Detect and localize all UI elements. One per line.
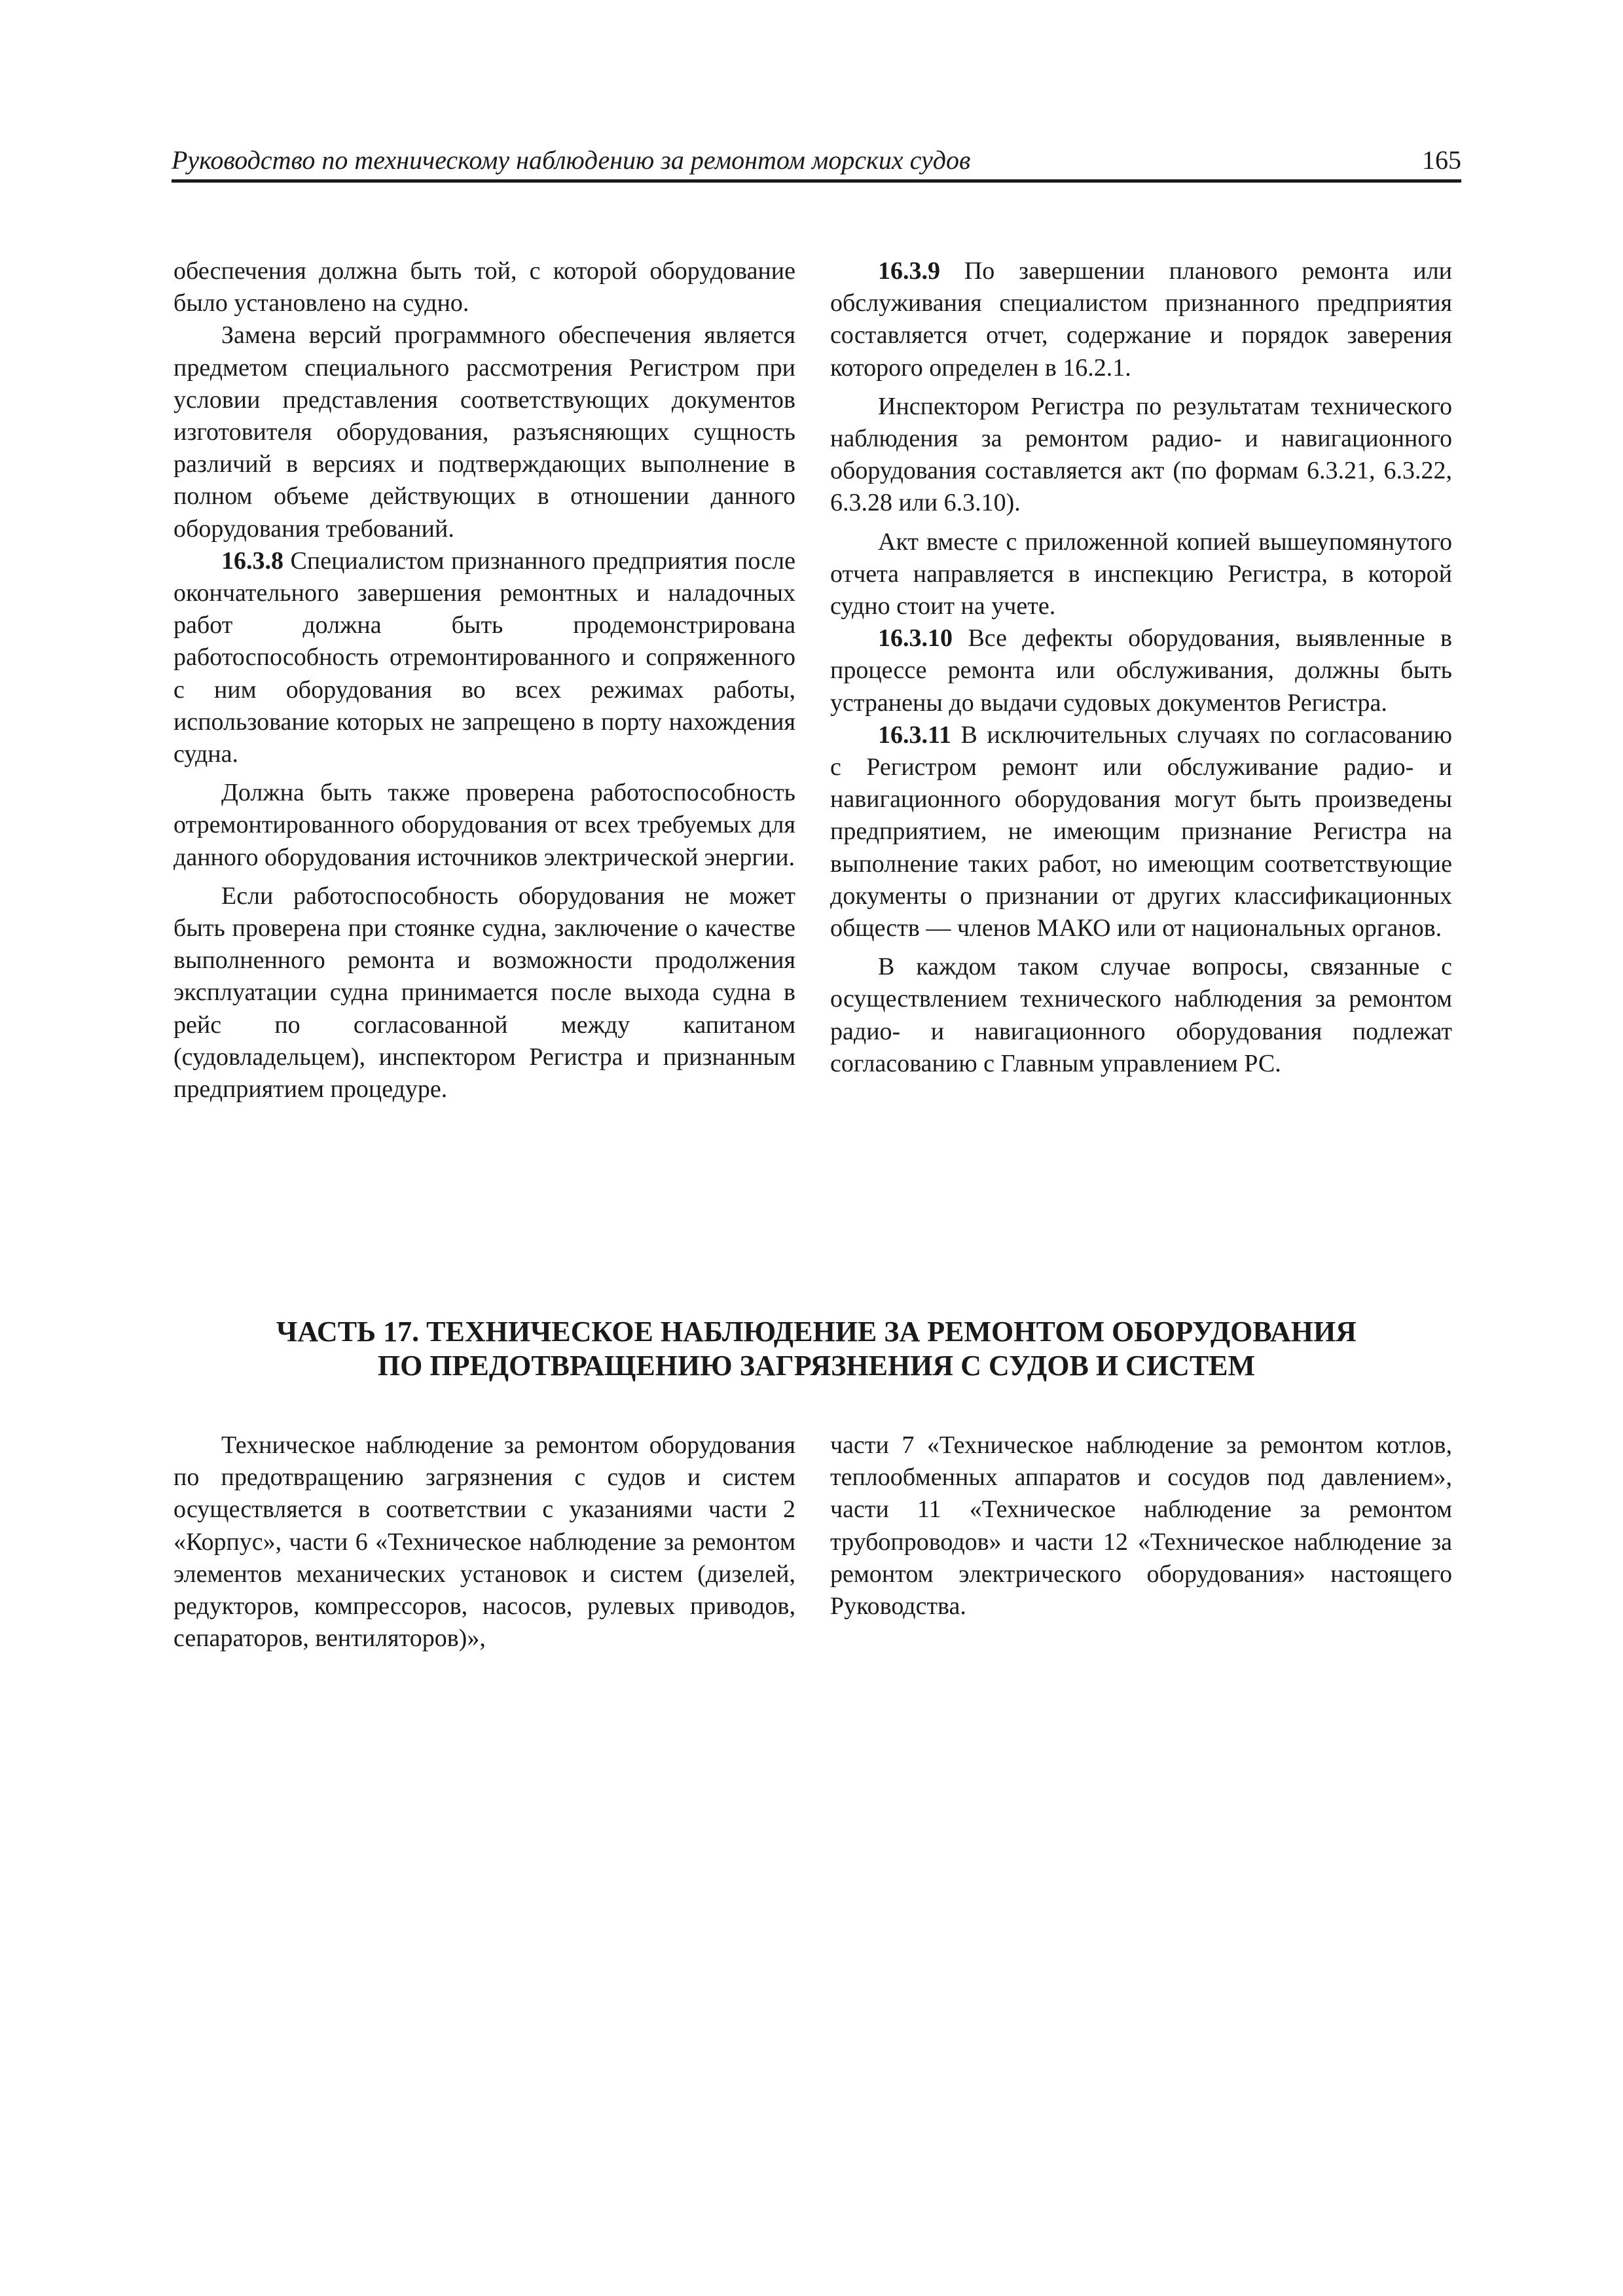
- running-header-title: Руководство по техническому наблюдению за ремонтом морских судов: [172, 145, 971, 175]
- clause-number: 16.3.8: [221, 547, 283, 575]
- paragraph: Замена версий программного обеспечения является предметом специального рассмотрения Регистром при условии представления соответствующих документов изготовителя оборудования, разъясняющих сущность различий в версиях и подтверждающих выполнение в полном объеме действующих в отношении данного оборудования требований.: [173, 321, 795, 543]
- paragraph: Инспектором Регистра по результатам технического наблюдения за ремонтом радио- и навигационного оборудования составляется акт (по формам 6.3.21, 6.3.22, 6.3.28 или 6.3.10).: [830, 392, 1452, 517]
- paragraph: В каждом таком случае вопросы, связанные с осуществлением технического наблюдения за ремонтом радио- и навигационного оборудования подлежат согласованию с Главным управлением РС.: [830, 953, 1452, 1077]
- clause-number: 16.3.10: [878, 624, 953, 653]
- paragraph: Техническое наблюдение за ремонтом оборудования по предотвращению загрязнения с судов и систем осуществляется в соответствии с указаниями части 2 «Корпус», части 6 «Техническое наблюдение за ремонтом элементов механических установок и систем (дизелей, редукторов, компрессоров, насосов, рулевых приводов, сепараторов, вентиляторов)»,: [173, 1431, 795, 1653]
- paragraph: обеспечения должна быть той, с которой оборудование было установлено на судно.: [173, 257, 795, 317]
- heading-line: ЧАСТЬ 17. ТЕХНИЧЕСКОЕ НАБЛЮДЕНИЕ ЗА РЕМОНТОМ ОБОРУДОВАНИЯ: [276, 1315, 1357, 1348]
- heading-line: ПО ПРЕДОТВРАЩЕНИЮ ЗАГРЯЗНЕНИЯ С СУДОВ И СИСТЕМ: [377, 1349, 1256, 1382]
- paragraph-16-3-11: [830, 719, 1452, 944]
- left-column-part-17: [173, 1429, 795, 1655]
- paragraph: Акт вместе с приложенной копией вышеупомянутого отчета направляется в инспекцию Регистра, в которой судно стоит на учете.: [830, 528, 1452, 620]
- page-number: 165: [1422, 145, 1461, 175]
- right-column-part-17: [830, 1429, 1452, 1623]
- paragraph: Должна быть также проверена работоспособность отремонтированного оборудования от всех требуемых для данного оборудования источников электрической энергии.: [173, 779, 795, 871]
- paragraph-text: По завершении планового ремонта или обслуживания специалистом признанного предприятия составляется отчет, содержание и порядок заверения которого определен в 16.2.1.: [830, 257, 1452, 382]
- clause-number: 16.3.11: [878, 721, 951, 749]
- paragraph-text: Специалистом признанного предприятия после окончательного завершения ремонтных и наладочных работ должна быть продемонстрирована работоспособность отремонтированного и сопряженного с ним оборудования во всех режимах работы, использование которых не запрещено в порту нахождения судна.: [173, 547, 795, 768]
- paragraph: Если работоспособность оборудования не может быть проверена при стоянке судна, заключение о качестве выполненного ремонта и возможности продолжения эксплуатации судна принимается после выхода судна в рейс по согласованной между капитаном (судовладельцем), инспектором Регистра и признанным предприятием процедуре.: [173, 882, 795, 1103]
- paragraph: части 7 «Техническое наблюдение за ремонтом котлов, теплообменных аппаратов и сосудов под давлением», части 11 «Техническое наблюдение за ремонтом трубопроводов» и части 12 «Техническое наблюдение за ремонтом электрического оборудования» настоящего Руководства.: [830, 1431, 1452, 1621]
- right-column-section-16: [830, 255, 1452, 1080]
- paragraph-16-3-9: [830, 255, 1452, 384]
- paragraph-text: Все дефекты оборудования, выявленные в процессе ремонта или обслуживания, должны быть устранены до выдачи судовых документов Регистра.: [830, 624, 1452, 717]
- clause-number: 16.3.9: [878, 257, 940, 285]
- paragraph-16-3-8: [173, 545, 795, 770]
- part-17-heading: [172, 1315, 1461, 1383]
- paragraph-16-3-10: [830, 622, 1452, 719]
- left-column-section-16: [173, 255, 795, 1105]
- paragraph-text: В исключительных случаях по согласованию с Регистром ремонт или обслуживание радио- и навигационного оборудования могут быть произведены предприятием, не имеющим признание Регистра на выполнение таких работ, но имеющим соответствующие документы о признании от других классификационных обществ — членов МАКО или от национальных органов.: [830, 721, 1452, 942]
- running-header: [172, 139, 1461, 183]
